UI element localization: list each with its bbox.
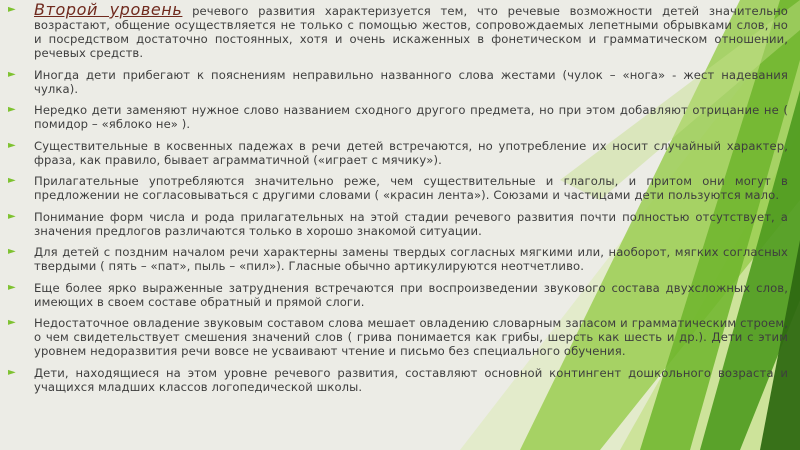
arrow-bullet-icon: ► bbox=[8, 4, 16, 15]
arrow-bullet-icon: ► bbox=[8, 68, 16, 80]
paragraph-text: Понимание форм числа и рода прилагательных на этой стадии речевого развития почти полностью отсутствует, а значения предлогов различаются только в хорошо знакомой ситуации. bbox=[34, 209, 788, 238]
arrow-bullet-icon: ► bbox=[8, 281, 16, 293]
paragraph-text: Иногда дети прибегают к пояснениям неправильно названного слова жестами (чулок – «нога» - жест надевания чулка). bbox=[34, 67, 788, 96]
bullet-paragraph bbox=[8, 366, 788, 394]
slide-body bbox=[8, 0, 789, 401]
lead-heading: Второй уровень bbox=[34, 0, 183, 19]
bullet-paragraph bbox=[8, 245, 788, 273]
arrow-bullet-icon: ► bbox=[8, 317, 16, 328]
paragraph-text: Еще более ярко выраженные затруднения встречаются при воспроизведении звукового состава двухсложных слов, имеющих в своем составе обратный и прямой слоги. bbox=[34, 280, 788, 309]
arrow-bullet-icon: ► bbox=[8, 210, 16, 222]
bullet-paragraph bbox=[8, 210, 788, 238]
bullet-paragraph bbox=[8, 103, 788, 131]
bullet-paragraph bbox=[8, 139, 788, 167]
bullet-paragraph bbox=[8, 0, 789, 60]
bullet-paragraph bbox=[8, 281, 788, 309]
paragraph-text: речевого развития характеризуется тем, что речевые возможности детей значительно возрастают, общение осуществляется не только с помощью жестов, сопровождаемых лепетными обрывками слов, но и посредством достаточно постоянных, хотя и очень искаженных в фонетическом и грамматическом отношении, речевых средств. bbox=[34, 4, 789, 60]
paragraph-text: Дети, находящиеся на этом уровне речевого развития, составляют основной контингент дошкольного возраста и учащихся младших классов логопедической школы. bbox=[34, 365, 788, 394]
bullet-paragraph bbox=[8, 68, 788, 96]
bullet-paragraph bbox=[8, 316, 788, 358]
paragraph-text: Для детей с поздним началом речи характерны замены твердых согласных мягкими или, наоборот, мягких согласных твердыми ( пять – «пат», пыль – «пил»). Гласные обычно артикулируются неотчетливо. bbox=[34, 245, 788, 273]
paragraph-text: Нередко дети заменяют нужное слово названием сходного другого предмета, но при этом добавляют отрицание не ( помидор – «яблоко не» ). bbox=[34, 103, 788, 131]
arrow-bullet-icon: ► bbox=[8, 139, 16, 151]
paragraph-text: Прилагательные употребляются значительно реже, чем существительные и глаголы, и притом они могут в предложении не согласовываться с другими словами ( «красин лента»). Союзами и частицами дети пользуются мало. bbox=[34, 174, 788, 202]
paragraph-text: Существительные в косвенных падежах в речи детей встречаются, но употребление их носит случайный характер, фраза, как правило, бывает аграмматичной («играет с мячику»). bbox=[34, 138, 788, 167]
paragraph-text: Недостаточное овладение звуковым составом слова мешает овладению словарным запасом и грамматическим строем, о чем свидетельствует смешения значений слов ( грива понимается как грибы, шерсть как шесть и др.). Дети с этим уровнем недоразвития речи вовсе не усваивают чтение и письмо без специального обучения. bbox=[34, 316, 788, 358]
bullet-paragraph bbox=[8, 174, 788, 202]
arrow-bullet-icon: ► bbox=[8, 366, 16, 378]
arrow-bullet-icon: ► bbox=[8, 246, 16, 257]
arrow-bullet-icon: ► bbox=[8, 104, 16, 115]
arrow-bullet-icon: ► bbox=[8, 175, 16, 186]
